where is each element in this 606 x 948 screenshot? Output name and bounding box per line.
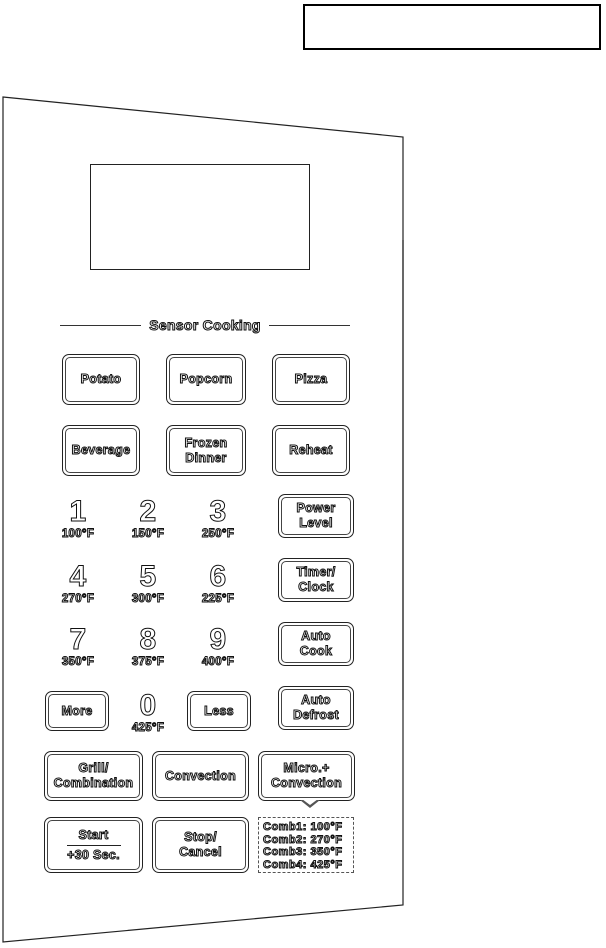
beverage-button[interactable] (62, 425, 140, 476)
divider-right (269, 325, 350, 326)
stop-cancel-label: Stop/ Cancel (179, 830, 222, 859)
start-sub-label: +30 Sec. (67, 847, 120, 862)
temp-label: 100°F (61, 528, 95, 540)
temp-label: 300°F (131, 593, 165, 605)
number-key-2[interactable] (122, 496, 174, 541)
more-label: More (61, 703, 93, 718)
grill-combination-label: Grill/ Combination (53, 761, 134, 790)
number-key-1[interactable] (52, 496, 104, 541)
start-divider (67, 845, 121, 846)
sensor-cooking-header (60, 316, 350, 334)
potato-label: Potato (80, 372, 122, 386)
pizza-label: Pizza (294, 372, 328, 386)
grill-combination-button[interactable] (44, 751, 143, 801)
reheat-label: Reheat (289, 443, 333, 457)
number-key-6[interactable] (192, 561, 244, 606)
temp-label: 425°F (131, 722, 165, 734)
combo-line-3: Comb3: 350°F (263, 846, 343, 858)
digit-label: 7 (69, 623, 87, 656)
power-level-label: Power Level (296, 501, 336, 530)
reheat-button[interactable] (272, 425, 350, 476)
display-window (90, 164, 310, 270)
temp-label: 250°F (201, 528, 235, 540)
less-button[interactable] (187, 691, 251, 731)
beverage-label: Beverage (71, 443, 131, 457)
combo-line-2: Comb2: 270°F (263, 833, 343, 846)
auto-defrost-label: Auto Defrost (293, 693, 339, 722)
digit-label: 6 (209, 560, 227, 593)
label-box (303, 4, 601, 50)
digit-label: 5 (139, 560, 157, 593)
temp-label: 150°F (131, 528, 165, 540)
auto-cook-label: Auto Cook (299, 629, 333, 658)
section-title: Sensor Cooking (149, 317, 261, 333)
number-key-7[interactable] (52, 624, 104, 669)
digit-label: 4 (69, 560, 87, 593)
combo-line-1: Comb1: 100°F (263, 821, 343, 833)
less-label: Less (204, 703, 234, 718)
number-key-5[interactable] (122, 561, 174, 606)
number-key-9[interactable] (192, 624, 244, 669)
start-label: Start (78, 827, 109, 842)
temp-label: 350°F (61, 656, 95, 668)
temp-label: 225°F (201, 593, 235, 605)
frozen-dinner-button[interactable] (166, 425, 246, 476)
combination-legend (258, 817, 354, 873)
convection-label: Convection (164, 768, 237, 783)
pointer-arrow-icon (300, 800, 320, 808)
divider-left (60, 325, 141, 326)
potato-button[interactable] (62, 354, 140, 405)
stop-cancel-button[interactable] (152, 817, 249, 873)
pizza-button[interactable] (272, 354, 350, 405)
temp-label: 270°F (61, 593, 95, 605)
number-key-3[interactable] (192, 496, 244, 541)
digit-label: 8 (139, 623, 157, 656)
digit-label: 0 (139, 689, 157, 722)
start-button[interactable] (44, 817, 143, 873)
digit-label: 3 (209, 495, 227, 528)
frozen-dinner-label: Frozen Dinner (184, 435, 228, 465)
digit-label: 9 (209, 623, 227, 656)
auto-defrost-button[interactable] (278, 686, 354, 730)
combo-line-4: Comb4: 425°F (263, 858, 343, 871)
more-button[interactable] (45, 691, 109, 731)
number-key-4[interactable] (52, 561, 104, 606)
timer-clock-label: Timer/ Clock (296, 565, 336, 594)
popcorn-button[interactable] (166, 354, 246, 405)
auto-cook-button[interactable] (278, 622, 354, 666)
micro-convection-button[interactable] (258, 751, 355, 801)
popcorn-label: Popcorn (179, 372, 233, 386)
convection-button[interactable] (152, 751, 249, 801)
digit-label: 2 (139, 495, 157, 528)
temp-label: 375°F (131, 656, 165, 668)
temp-label: 400°F (201, 656, 235, 668)
digit-label: 1 (69, 495, 87, 528)
number-key-0[interactable] (122, 690, 174, 735)
power-level-button[interactable] (278, 494, 354, 538)
micro-convection-label: Micro.+ Convection (270, 761, 343, 790)
number-key-8[interactable] (122, 624, 174, 669)
timer-clock-button[interactable] (278, 558, 354, 602)
